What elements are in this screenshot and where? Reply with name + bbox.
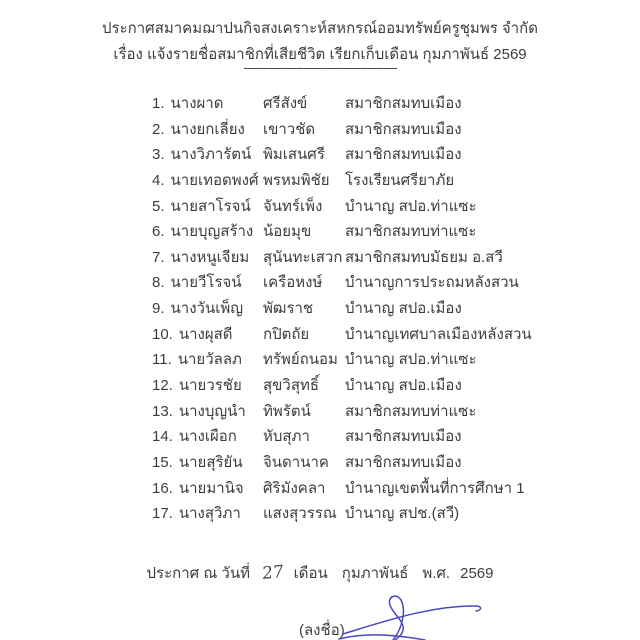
member-number-name: [152, 476, 263, 502]
member-number: 4.: [152, 171, 165, 189]
member-first-name: นางยกเลี่ยง: [170, 120, 245, 138]
member-surname: เขาวชัด: [263, 120, 316, 138]
member-surname: แสงสุวรรณ: [263, 505, 337, 523]
member-affiliation: บำนาญ สปอ.ท่าแซะ: [345, 197, 477, 215]
member-row: [152, 347, 630, 373]
member-surname: เครือหงษ์: [263, 274, 323, 292]
member-first-name: นางหนูเจียม: [170, 248, 250, 266]
member-number: 16.: [152, 479, 173, 497]
member-affiliation: สมาชิกสมทบมัธยม อ.สวี: [345, 248, 503, 266]
member-row: [152, 373, 630, 399]
member-number: 2.: [152, 120, 165, 138]
member-number-name: [152, 296, 263, 322]
member-first-name: นายวรชัย: [178, 377, 242, 395]
member-number-name: [152, 245, 263, 271]
month-label: เดือน: [293, 565, 328, 582]
member-row: [152, 476, 630, 502]
member-affiliation: บำนาญ สปอ.เมือง: [345, 377, 462, 395]
member-number-name: [152, 450, 263, 476]
member-first-name: นางสุวิภา: [178, 505, 241, 523]
member-affiliation: บำนาญการประถมหลังสวน: [345, 274, 519, 292]
dashed-divider: ----------------------------------------------: [243, 60, 397, 75]
member-affiliation: บำนาญ สปช.(สวี): [345, 505, 460, 523]
member-number-name: [152, 347, 263, 373]
member-first-name: นางบุญนำ: [178, 402, 246, 420]
member-number-name: [152, 424, 263, 450]
member-surname: สุนันทะเสวก: [263, 248, 343, 266]
member-first-name: นางวิภารัตน์: [170, 146, 252, 164]
member-first-name: นางผาด: [170, 95, 224, 112]
member-first-name: นายสุริยัน: [178, 453, 243, 471]
member-number-name: [152, 219, 263, 245]
member-surname: พรหมพิชัย: [263, 171, 330, 189]
member-number: 14.: [152, 428, 173, 446]
document-title: ประกาศสมาคมฌาปนกิจสงเคราะห์สหกรณ์ออมทรัพย์ครูชุมพร จำกัด: [102, 20, 538, 37]
member-first-name: นายวัลลภ: [177, 351, 242, 369]
handwritten-day: 27: [261, 561, 285, 585]
member-affiliation: สมาชิกสมทบเมือง: [345, 95, 462, 112]
member-number: 15.: [152, 453, 173, 471]
member-surname: พัฒราช: [263, 300, 314, 318]
member-surname: พิมเสนศรี: [263, 146, 325, 164]
member-row: [152, 194, 630, 220]
member-surname: จินดานาค: [263, 453, 329, 471]
member-affiliation: สมาชิกสมทบท่าแซะ: [345, 223, 477, 241]
month-value: กุมภาพันธ์: [341, 565, 409, 582]
member-first-name: นางเผือก: [178, 428, 237, 446]
member-surname: สุขวิสุทธิ์: [263, 377, 320, 395]
member-number: 8.: [152, 274, 165, 292]
member-first-name: นายมานิจ: [178, 479, 244, 497]
member-first-name: นายสาโรจน์: [170, 197, 251, 215]
member-number-name: [152, 322, 263, 348]
member-first-name: นายวีโรจน์: [170, 274, 242, 292]
member-number: 11.: [152, 351, 172, 369]
member-affiliation: บำนาญ สปอ.เมือง: [345, 300, 462, 318]
member-surname: ทิพรัตน์: [263, 402, 311, 420]
member-number: 1.: [152, 95, 165, 112]
member-number-name: [152, 117, 263, 143]
member-number: 10.: [152, 325, 173, 343]
member-affiliation: สมาชิกสมทบเมือง: [345, 428, 462, 446]
member-first-name: นางผุสดี: [178, 325, 233, 343]
member-row: [152, 296, 630, 322]
member-row: [152, 117, 630, 143]
member-surname: กปิตถัย: [263, 325, 310, 343]
member-number-name: [152, 501, 263, 527]
member-list: [152, 91, 630, 527]
member-row: [152, 424, 630, 450]
member-row: [152, 245, 630, 271]
member-number: 12.: [152, 377, 173, 395]
member-number-name: [152, 194, 263, 220]
year-value: 2569: [460, 565, 494, 582]
member-surname: ศิริมังคลา: [263, 479, 326, 497]
document-subject: เรื่อง แจ้งรายชื่อสมาชิกที่เสียชีวิต เรียกเก็บเดือน กุมภาพันธ์ 2569: [113, 46, 527, 63]
era-label: พ.ศ.: [422, 565, 451, 582]
member-row: [152, 91, 630, 117]
member-affiliation: บำนาญเขตพื้นที่การศึกษา 1: [345, 479, 525, 497]
member-surname: ทรัพย์ถนอม: [263, 351, 338, 369]
member-number: 9.: [152, 300, 165, 318]
member-surname: จันทร์เพ็ง: [263, 197, 323, 215]
member-row: [152, 219, 630, 245]
member-number-name: [152, 168, 263, 194]
member-row: [152, 501, 630, 527]
member-first-name: นางวันเพ็ญ: [170, 300, 243, 318]
member-surname: หับสุภา: [263, 428, 310, 446]
member-number-name: [152, 270, 263, 296]
member-number: 6.: [152, 223, 165, 241]
member-number: 13.: [152, 402, 173, 420]
member-row: [152, 270, 630, 296]
member-affiliation: สมาชิกสมทบเมือง: [345, 453, 462, 471]
member-number: 3.: [152, 146, 165, 164]
member-row: [152, 450, 630, 476]
issued-date-prefix: ประกาศ ณ วันที่: [146, 565, 250, 582]
member-affiliation: สมาชิกสมทบเมือง: [345, 120, 462, 138]
member-affiliation: บำนาญเทศบาลเมืองหลังสวน: [345, 325, 532, 343]
member-affiliation: บำนาญ สปอ.ท่าแซะ: [345, 351, 477, 369]
member-number-name: [152, 399, 263, 425]
issued-date-line: [0, 561, 640, 585]
member-affiliation: สมาชิกสมทบเมือง: [345, 146, 462, 164]
member-number: 5.: [152, 197, 165, 215]
member-row: [152, 142, 630, 168]
member-number: 7.: [152, 248, 165, 266]
member-number-name: [152, 373, 263, 399]
member-number-name: [152, 142, 263, 168]
signature-ink: [337, 592, 497, 640]
member-surname: น้อยมุข: [263, 223, 312, 241]
member-number: 17.: [152, 505, 173, 523]
member-first-name: นายเทอดพงศ์: [170, 171, 259, 189]
member-surname: ศรีสังข์: [263, 95, 308, 112]
member-affiliation: โรงเรียนศรียาภัย: [345, 171, 455, 189]
member-first-name: นายบุญสร้าง: [170, 223, 254, 241]
sign-label: (ลงชื่อ): [299, 622, 345, 639]
member-affiliation: สมาชิกสมทบท่าแซะ: [345, 402, 477, 420]
member-row: [152, 322, 630, 348]
member-row: [152, 168, 630, 194]
member-row: [152, 399, 630, 425]
member-number-name: [152, 91, 263, 117]
